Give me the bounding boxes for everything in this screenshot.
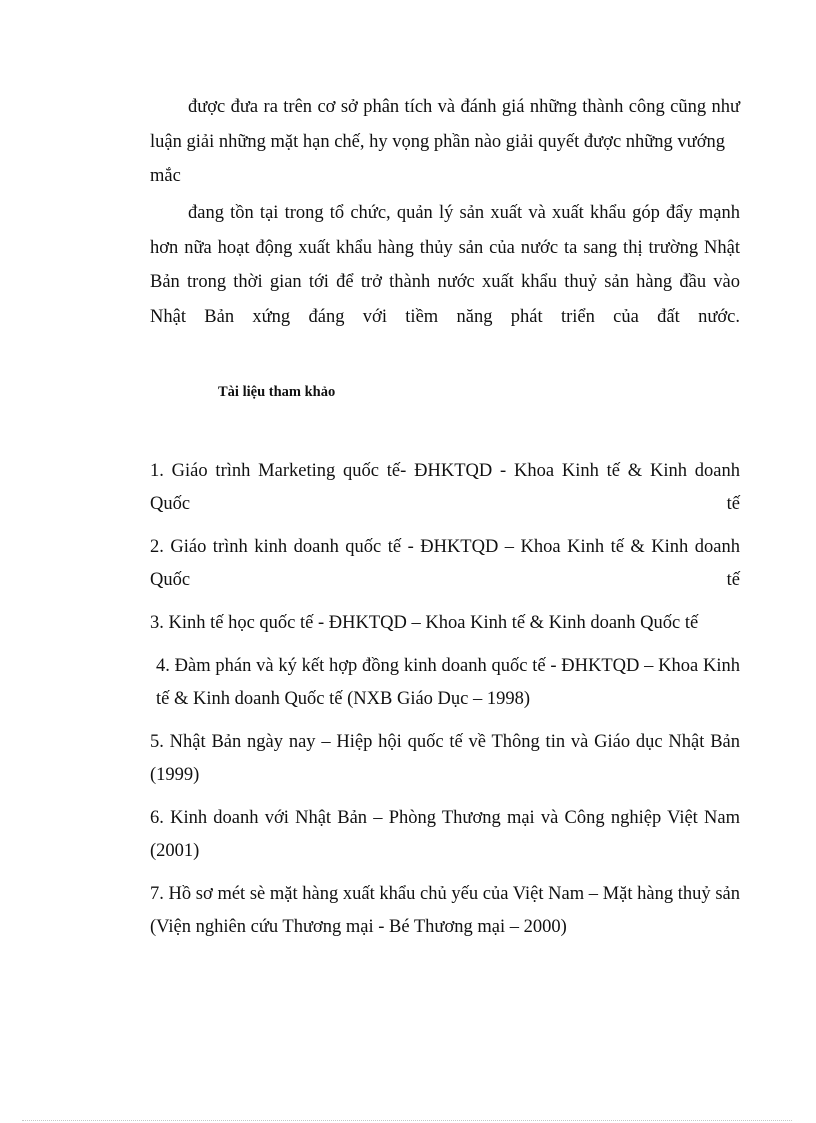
- references-heading: Tài liệu tham khảo: [218, 384, 336, 400]
- paragraph-text: đang tồn tại trong tổ chức, quản lý sản xuất và xuất khẩu góp đẩy mạnh hơn nữa hoạt động xuất khẩu hàng thủy sản của nước ta sang thị trường Nhật Bản trong thời gian tới để trở thành nước xuất khẩu thuỷ sản hàng đầu vào Nhật Bản xứng đáng với tiềm năng phát triển của đất nước.: [150, 203, 740, 327]
- paragraph-text: được đưa ra trên cơ sở phân tích và đánh giá những thành công cũng như luận giải những mặt hạn chế, hy vọng phần nào giải quyết được những vướng: [150, 97, 740, 152]
- page-bottom-divider: [22, 1120, 792, 1121]
- reference-item-6: 6. Kinh doanh với Nhật Bản – Phòng Thương mại và Công nghiệp Việt Nam (2001): [150, 808, 740, 861]
- paragraph-conclusion-2: [150, 196, 740, 334]
- reference-item-4: 4. Đàm phán và ký kết hợp đồng kinh doanh quốc tế - ĐHKTQD – Khoa Kinh tế & Kinh doanh Quốc tế (NXB Giáo Dục – 1998): [156, 656, 740, 709]
- references-list: [150, 455, 740, 954]
- reference-item-3: 3. Kinh tế học quốc tế - ĐHKTQD – Khoa Kinh tế & Kinh doanh Quốc tế: [150, 613, 699, 633]
- paragraph-continuation: mắc: [150, 166, 181, 186]
- reference-item-5: 5. Nhật Bản ngày nay – Hiệp hội quốc tế về Thông tin và Giáo dục Nhật Bản (1999): [150, 732, 740, 785]
- paragraph-conclusion-1: [150, 90, 740, 194]
- reference-item-2: 2. Giáo trình kinh doanh quốc tế - ĐHKTQD – Khoa Kinh tế & Kinh doanh Quốc tế: [150, 537, 740, 590]
- reference-item-1: 1. Giáo trình Marketing quốc tế- ĐHKTQD - Khoa Kinh tế & Kinh doanh Quốc tế: [150, 461, 740, 514]
- reference-item-7: 7. Hồ sơ mét sè mặt hàng xuất khẩu chủ yếu của Việt Nam – Mặt hàng thuỷ sản (Viện nghiên cứu Thương mại - Bé Thương mại – 2000): [150, 884, 740, 937]
